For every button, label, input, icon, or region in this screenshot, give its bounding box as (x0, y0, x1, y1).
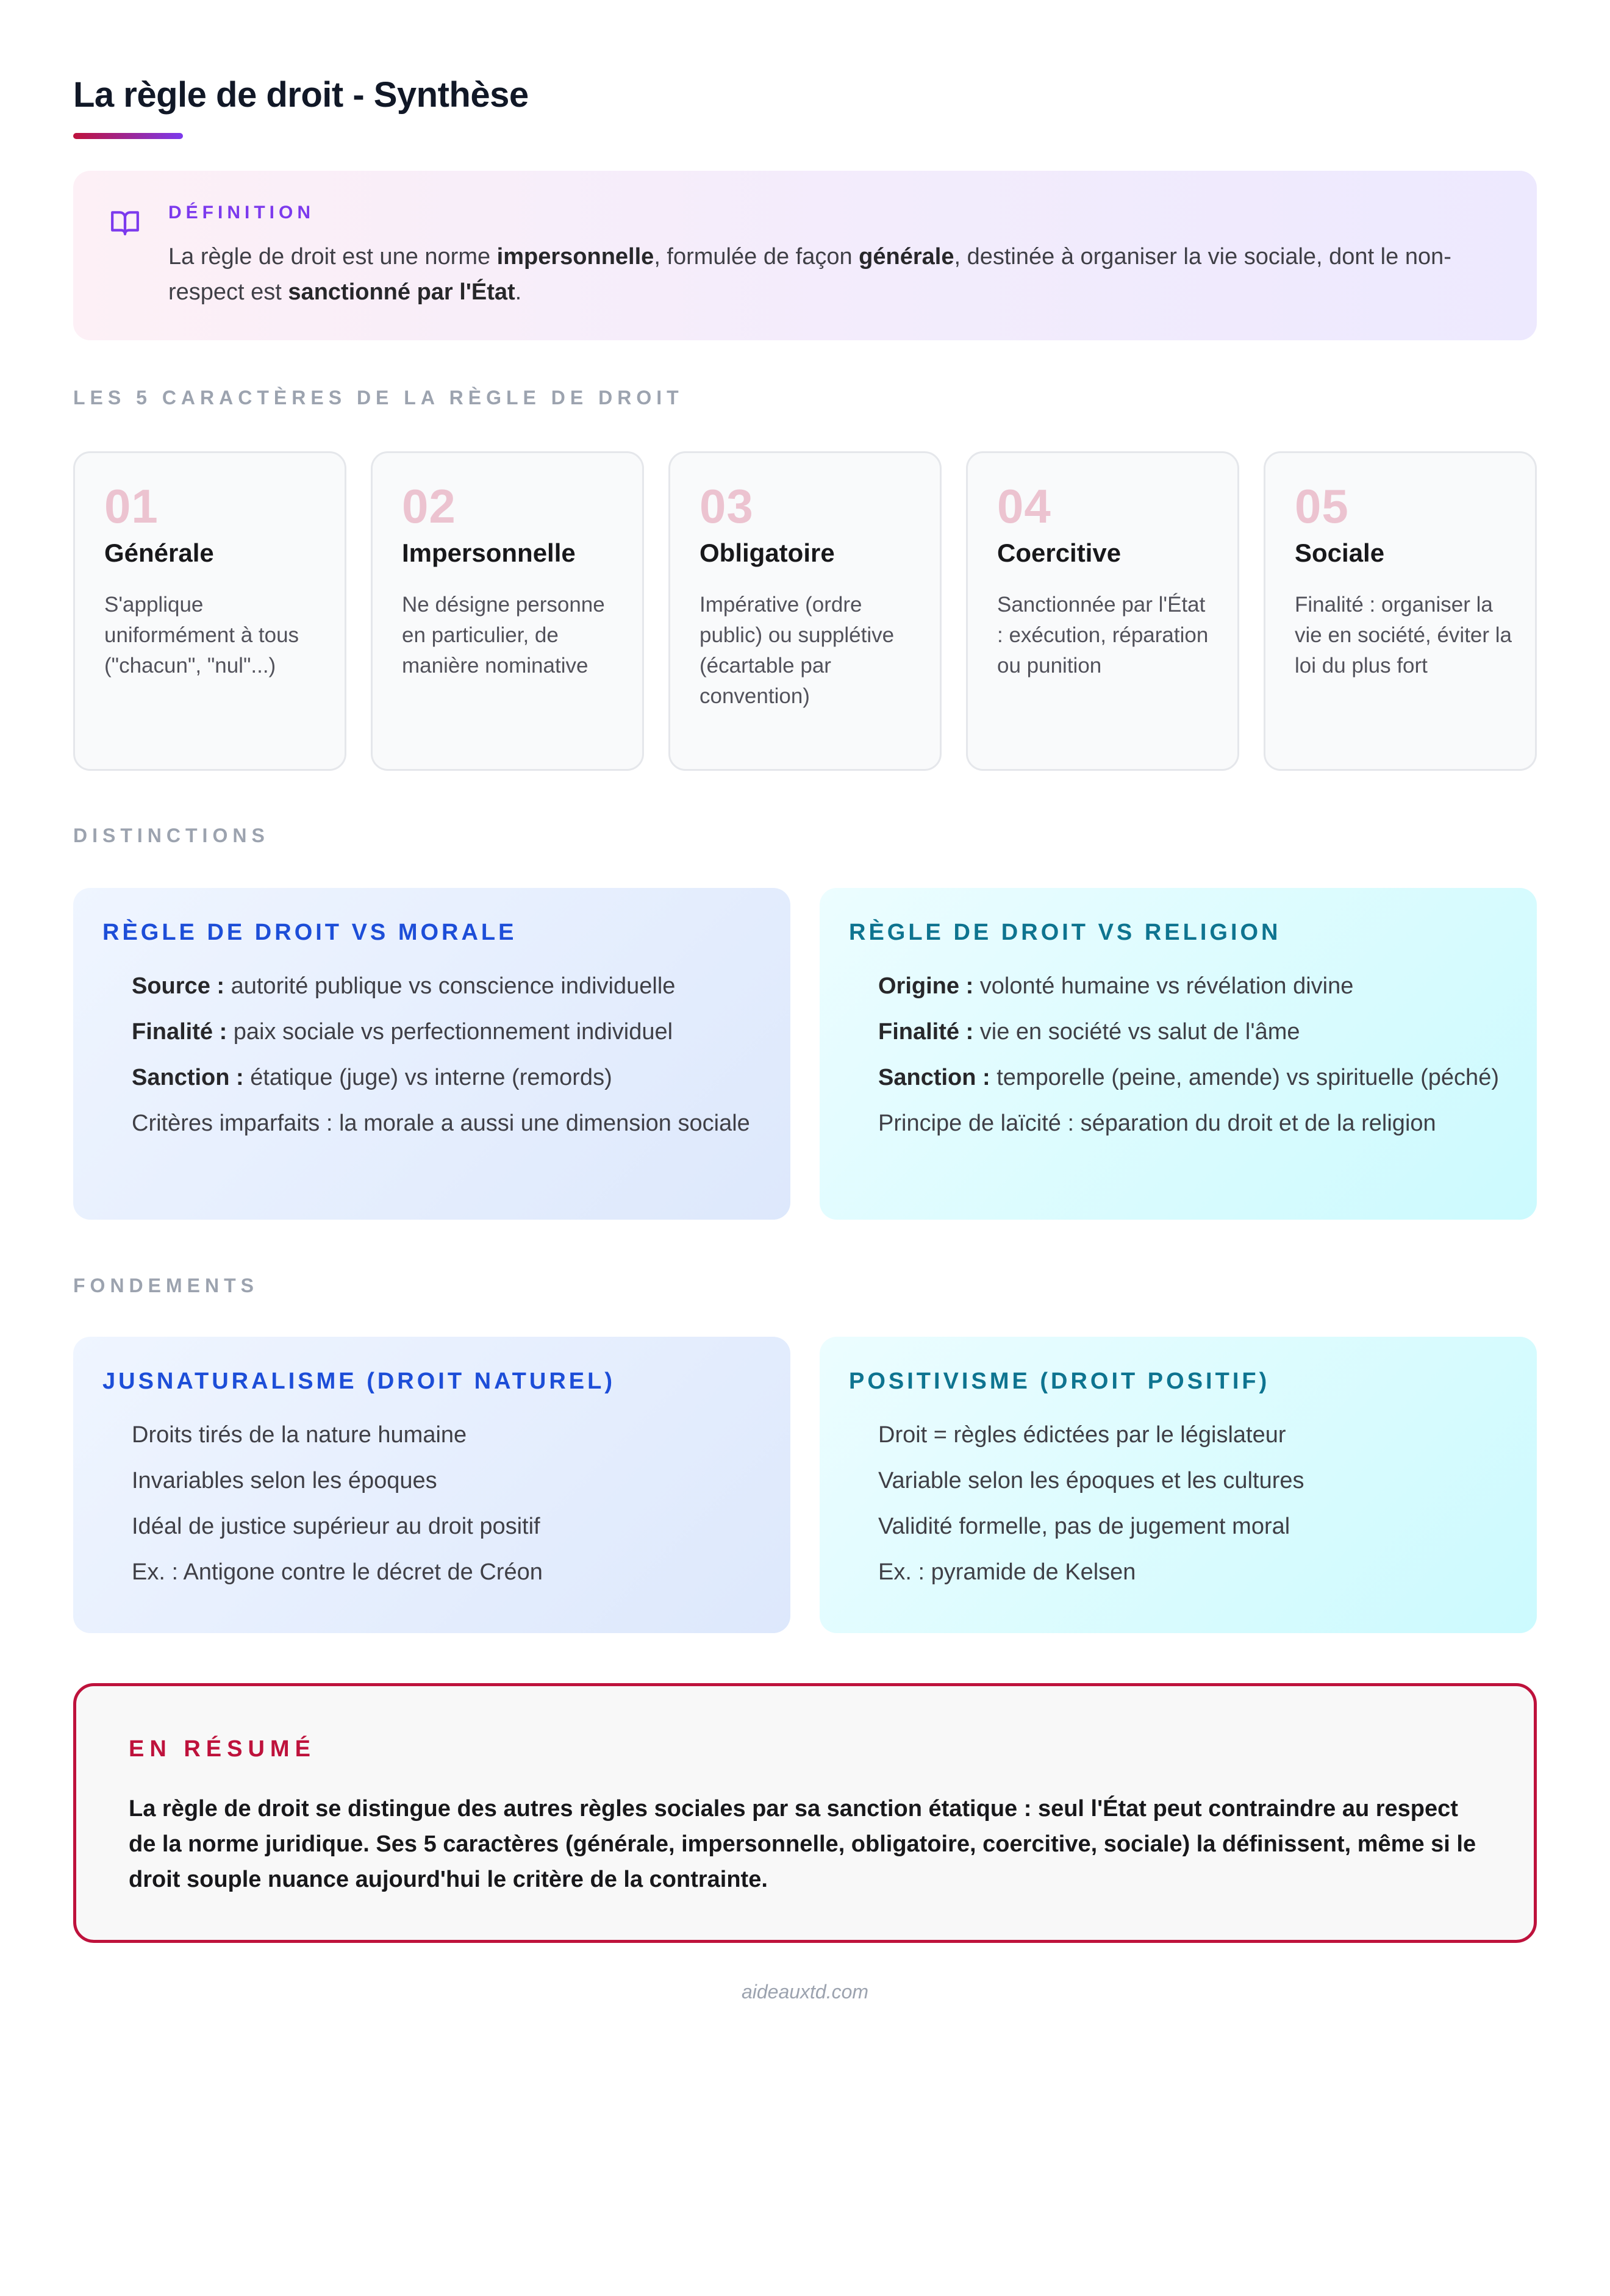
panel-list (132, 968, 766, 1151)
card-number: 04 (997, 479, 1051, 533)
list-item: Validité formelle, pas de jugement moral (878, 1514, 1290, 1539)
section-label-fondements: FONDEMENTS (73, 1275, 259, 1296)
list-item: Idéal de justice supérieur au droit positif (132, 1514, 540, 1539)
character-card (73, 451, 346, 771)
title-underline (73, 133, 183, 139)
definition-keyword: sanctionné par l'État (288, 279, 515, 305)
card-description: Impérative (ordre public) ou supplétive (écartable par convention) (699, 593, 895, 708)
list-item: Invariables selon les époques (132, 1468, 437, 1493)
card-number: 05 (1295, 479, 1349, 533)
card-name: Sociale (1295, 538, 1385, 567)
summary-label: EN RÉSUMÉ (129, 1736, 316, 1762)
item-term: Finalité : (132, 1019, 227, 1045)
panel-list (878, 968, 1512, 1151)
panel-droit-vs-religion (820, 888, 1537, 1220)
item-term: Origine : (878, 973, 974, 999)
item-text: étatique (juge) vs interne (remords) (243, 1065, 612, 1090)
list-item (132, 1060, 766, 1095)
panel-list (878, 1417, 1512, 1600)
definition-box (73, 171, 1537, 340)
list-item: Ex. : pyramide de Kelsen (878, 1559, 1136, 1585)
definition-label: DÉFINITION (168, 202, 315, 223)
card-description: Ne désigne personne en particulier, de manière nominative (402, 593, 605, 678)
section-label-distinctions: DISTINCTIONS (73, 824, 270, 846)
list-item (878, 1014, 1512, 1050)
character-card (668, 451, 942, 771)
item-term: Sanction : (132, 1065, 244, 1090)
definition-keyword: impersonnelle (496, 244, 654, 270)
definition-keyword: générale (859, 244, 954, 270)
book-icon (110, 207, 140, 238)
card-name: Générale (104, 538, 214, 567)
card-name: Coercitive (997, 538, 1122, 567)
card-name: Obligatoire (699, 538, 835, 567)
item-text: Principe de laïcité : séparation du droit et de la religion (878, 1110, 1436, 1136)
item-text: temporelle (peine, amende) vs spirituelle (péché) (990, 1065, 1499, 1090)
card-number: 03 (699, 479, 754, 533)
list-item (132, 1014, 766, 1050)
card-name: Impersonnelle (402, 538, 576, 567)
item-text: autorité publique vs conscience individuelle (224, 973, 676, 999)
character-card (371, 451, 644, 771)
list-item (878, 1106, 1512, 1141)
list-item: Droit = règles édictées par le législateur (878, 1422, 1286, 1448)
summary-box (73, 1683, 1537, 1943)
item-text: Critères imparfaits : la morale a aussi une dimension sociale (132, 1110, 750, 1136)
list-item (132, 1106, 766, 1141)
panel-title: RÈGLE DE DROIT VS RELIGION (849, 920, 1281, 945)
item-text: vie en société vs salut de l'âme (973, 1019, 1300, 1045)
character-card (966, 451, 1239, 771)
panel-droit-vs-morale (73, 888, 790, 1220)
item-term: Finalité : (878, 1019, 974, 1045)
panel-positivisme (820, 1337, 1537, 1633)
list-item (878, 1060, 1512, 1095)
panel-jusnaturalisme (73, 1337, 790, 1633)
panel-list (132, 1417, 766, 1600)
item-text: paix sociale vs perfectionnement individuel (227, 1019, 673, 1045)
definition-text (168, 239, 1498, 310)
page-title: La règle de droit - Synthèse (73, 75, 529, 115)
footer-site-link[interactable]: aideauxtd.com (741, 1981, 869, 2003)
list-item: Ex. : Antigone contre le décret de Créon (132, 1559, 543, 1585)
list-item (878, 968, 1512, 1004)
definition-part: , formulée de façon (654, 244, 859, 270)
summary-text: La règle de droit se distingue des autres règles sociales par sa sanction étatique : seul l'État peut contraindre au respect de la norme juridique. Ses 5 caractères (générale, impersonnelle, obligatoire, coercitive, sociale) la définissent, même si le droit souple nuance aujourd'hui le critère de la contrainte. (129, 1796, 1476, 1892)
item-term: Source : (132, 973, 225, 999)
list-item: Variable selon les époques et les cultures (878, 1468, 1304, 1493)
card-description: Finalité : organiser la vie en société, éviter la loi du plus fort (1295, 593, 1512, 678)
section-label-characters: LES 5 CARACTÈRES DE LA RÈGLE DE DROIT (73, 387, 684, 409)
list-item: Droits tirés de la nature humaine (132, 1422, 467, 1448)
card-number: 01 (104, 479, 159, 533)
definition-part: , destinée à organiser la vie sociale, dont le non-respect est (168, 244, 1451, 305)
panel-title: JUSNATURALISME (DROIT NATUREL) (102, 1368, 615, 1394)
item-term: Sanction : (878, 1065, 990, 1090)
item-text: volonté humaine vs révélation divine (973, 973, 1354, 999)
panel-title: RÈGLE DE DROIT VS MORALE (102, 920, 517, 945)
card-number: 02 (402, 479, 456, 533)
definition-part: La règle de droit est une norme (168, 244, 497, 270)
list-item (132, 968, 766, 1004)
card-description: Sanctionnée par l'État : exécution, réparation ou punition (997, 593, 1209, 678)
character-card (1264, 451, 1537, 771)
definition-part: . (515, 279, 522, 305)
panel-title: POSITIVISME (DROIT POSITIF) (849, 1368, 1270, 1394)
card-description: S'applique uniformément à tous ("chacun", "nul"...) (104, 593, 299, 678)
